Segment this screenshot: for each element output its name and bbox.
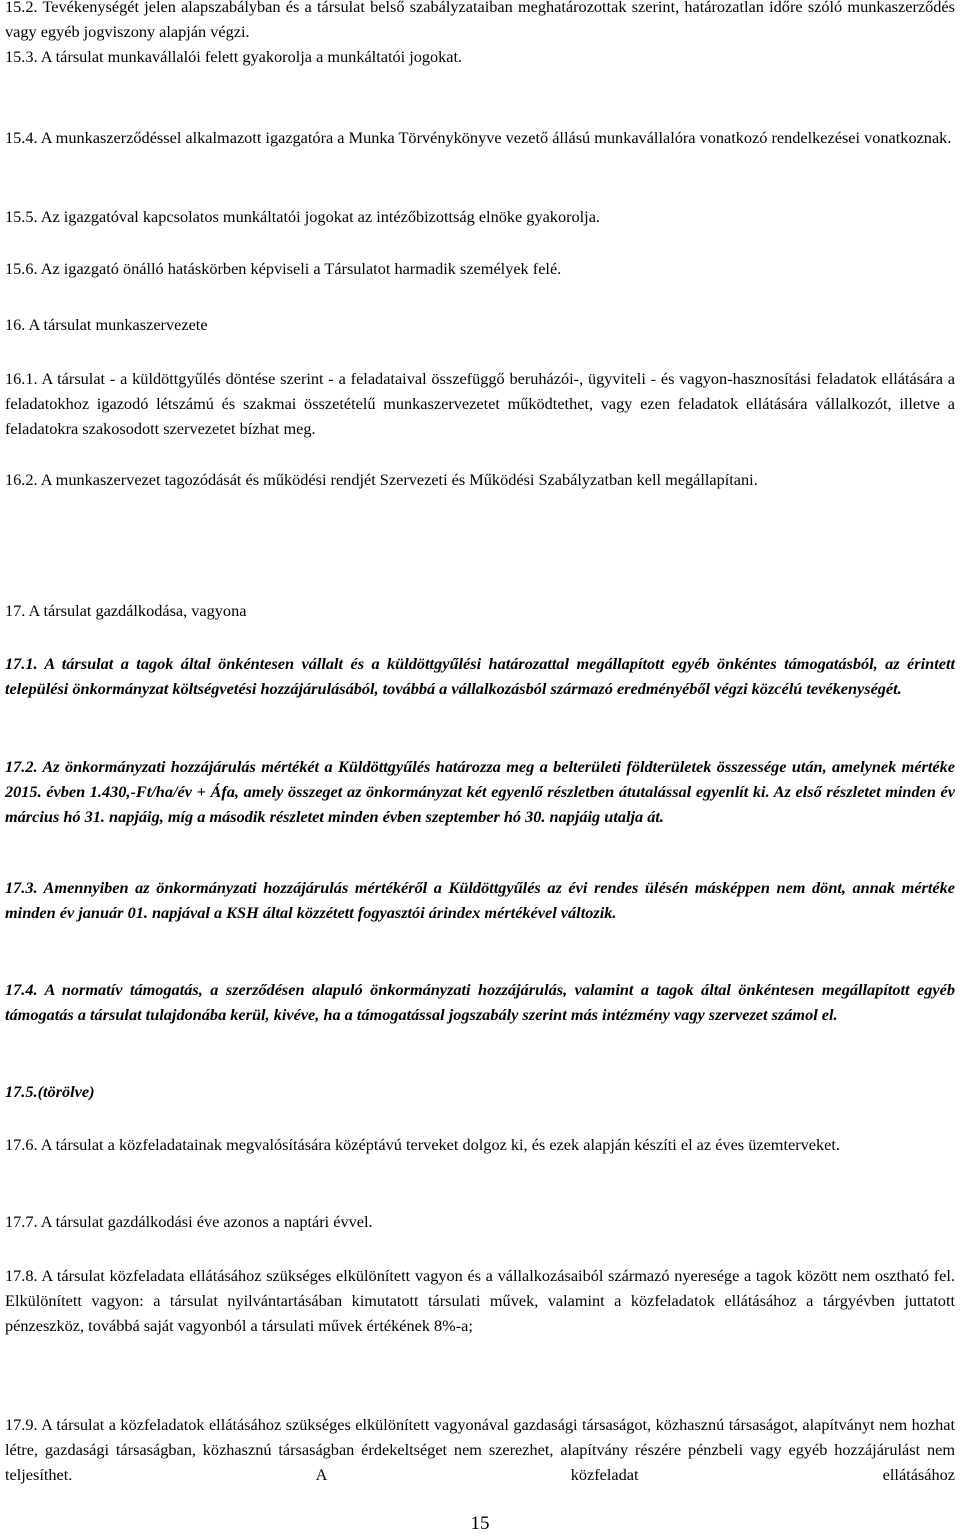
paragraph-number: 15.5. [5, 207, 38, 226]
page-number: 15 [470, 1513, 490, 1534]
paragraph-number: 17.9. [5, 1415, 38, 1434]
paragraph-text: A társulat - a küldöttgyűlés döntése szerint - a feladataival összefüggő beruházói-, ügyviteli - és vagyon-hasznosítási feladatok ellátására a feladatokhoz igazodó létszámú és szakmai összetételű munkaszervezetet működtethet, vagy ezen feladatok ellátására vállalkozót, illetve a feladatokra szakosodott szervezetet bízhat meg. [5, 369, 955, 438]
paragraph-text: Az igazgatóval kapcsolatos munkáltatói jogokat az intézőbizottság elnöke gyakorolja. [40, 207, 600, 226]
paragraph-number: 16.2. [5, 470, 38, 489]
paragraph-text: A társulat a közfeladatainak megvalósítására középtávú terveket dolgoz ki, és ezek alapján készíti el az éves üzemterveket. [40, 1135, 840, 1154]
paragraph-16-2 [5, 468, 955, 493]
paragraph-text: A társulat munkavállalói felett gyakorolja a munkáltatói jogokat. [40, 47, 463, 66]
paragraph-16-1 [5, 367, 955, 441]
section-heading-17 [5, 599, 246, 624]
paragraph-number: 17.2. [5, 757, 38, 776]
paragraph-17-8 [5, 1264, 955, 1338]
paragraph-text: A normatív támogatás, a szerződésen alapuló önkormányzati hozzájárulás, valamint a tagok által önkéntesen megállapított egyéb támogatás a társulat tulajdonába kerül, kivéve, ha a támogatással jogszabály szerint más intézmény vagy szervezet számol el. [5, 980, 955, 1024]
paragraph-15-6 [5, 257, 955, 282]
paragraph-17-2 [5, 755, 955, 829]
paragraph-text: (törölve) [37, 1082, 95, 1101]
paragraph-number: 17.8. [5, 1266, 38, 1285]
paragraph-number: 17.4. [5, 980, 38, 999]
section-number: 16. [5, 315, 26, 334]
paragraph-number: 17.6. [5, 1135, 38, 1154]
paragraph-text: Amennyiben az önkormányzati hozzájárulás mértékéről a Küldöttgyűlés az évi rendes ülésén másképpen nem dönt, annak mértéke minden év január 01. napjával a KSH által közzétett fogyasztói árindex mértékével változik. [5, 878, 956, 922]
section-number: 17. [5, 601, 26, 620]
paragraph-15-3 [5, 45, 955, 70]
paragraph-number: 15.2. [5, 0, 38, 16]
paragraph-number: 16.1. [5, 369, 38, 388]
paragraph-text: A társulat közfeladata ellátásához szükséges elkülönített vagyon és a vállalkozásaiból származó nyeresége a tagok között nem osztható fel. Elkülönített vagyon: a társulat nyilvántartásában kimutatott társulati művek, valamint a közfeladatok ellátásához a tárgyévben juttatott pénzeszköz, továbbá saját vagyonból a társulati művek értékének 8%-a; [5, 1266, 956, 1335]
paragraph-text: A munkaszervezet tagozódását és működési rendjét Szervezeti és Működési Szabályzatban kell megállapítani. [40, 470, 758, 489]
paragraph-15-2 [5, 0, 955, 45]
paragraph-number: 17.5. [5, 1082, 38, 1101]
section-heading-16 [5, 313, 208, 338]
section-title: A társulat munkaszervezete [28, 315, 208, 334]
section-title: A társulat gazdálkodása, vagyona [28, 601, 247, 620]
paragraph-text: A társulat a közfeladatok ellátásához szükséges elkülönített vagyonával gazdasági társaságot, közhasznú társaságot, alapítványt nem hozhat létre, gazdasági társaságban, közhasznú társaságban érdekeltséget nem szerezhet, alapítvány részére pénzbeli vagy egyéb hozzájárulást nem teljesíthet. A közfeladat ellátásához [5, 1415, 955, 1484]
paragraph-17-9 [5, 1413, 955, 1487]
paragraph-17-5 [5, 1080, 95, 1105]
paragraph-17-7 [5, 1210, 955, 1235]
paragraph-text: A társulat a tagok által önkéntesen vállalt és a küldöttgyűlési határozattal megállapított egyéb önkéntes támogatásból, az érintett települési önkormányzat költségvetési hozzájárulásából, továbbá a vállalkozásból származó eredményéből végzi közcélú tevékenységét. [5, 654, 955, 698]
paragraph-number: 15.6. [5, 259, 38, 278]
paragraph-number: 17.3. [5, 878, 38, 897]
paragraph-17-3 [5, 876, 955, 926]
paragraph-number: 15.3. [5, 47, 38, 66]
paragraph-number: 15.4. [5, 128, 38, 147]
paragraph-text: Tevékenységét jelen alapszabályban és a társulat belső szabályzataiban meghatározottak szerint, határozatlan időre szóló munkaszerződés vagy egyéb jogviszony alapján végzi. [5, 0, 955, 41]
paragraph-15-5 [5, 205, 955, 230]
paragraph-text: Az igazgató önálló hatáskörben képviseli a Társulatot harmadik személyek felé. [40, 259, 562, 278]
paragraph-17-1 [5, 652, 955, 702]
paragraph-number: 17.1. [5, 654, 38, 673]
paragraph-17-4 [5, 978, 955, 1028]
paragraph-text: A társulat gazdálkodási éve azonos a naptári évvel. [40, 1212, 373, 1231]
paragraph-15-4 [5, 126, 955, 151]
paragraph-text: Az önkormányzati hozzájárulás mértékét a Küldöttgyűlés határozza meg a belterületi földterületek összessége után, amelynek mértéke 2015. évben 1.430,-Ft/ha/év + Áfa, amely összeget az önkormányzat két egyenlő részletben átutalással egyenlít ki. Az első részletet minden év március hó 31. napjáig, míg a második részletet minden évben szeptember hó 30. napjáig utalja át. [5, 757, 955, 826]
paragraph-number: 17.7. [5, 1212, 38, 1231]
paragraph-17-6 [5, 1133, 955, 1158]
paragraph-text: A munkaszerződéssel alkalmazott igazgatóra a Munka Törvénykönyve vezető állású munkavállalóra vonatkozó rendelkezései vonatkoznak. [40, 128, 952, 147]
